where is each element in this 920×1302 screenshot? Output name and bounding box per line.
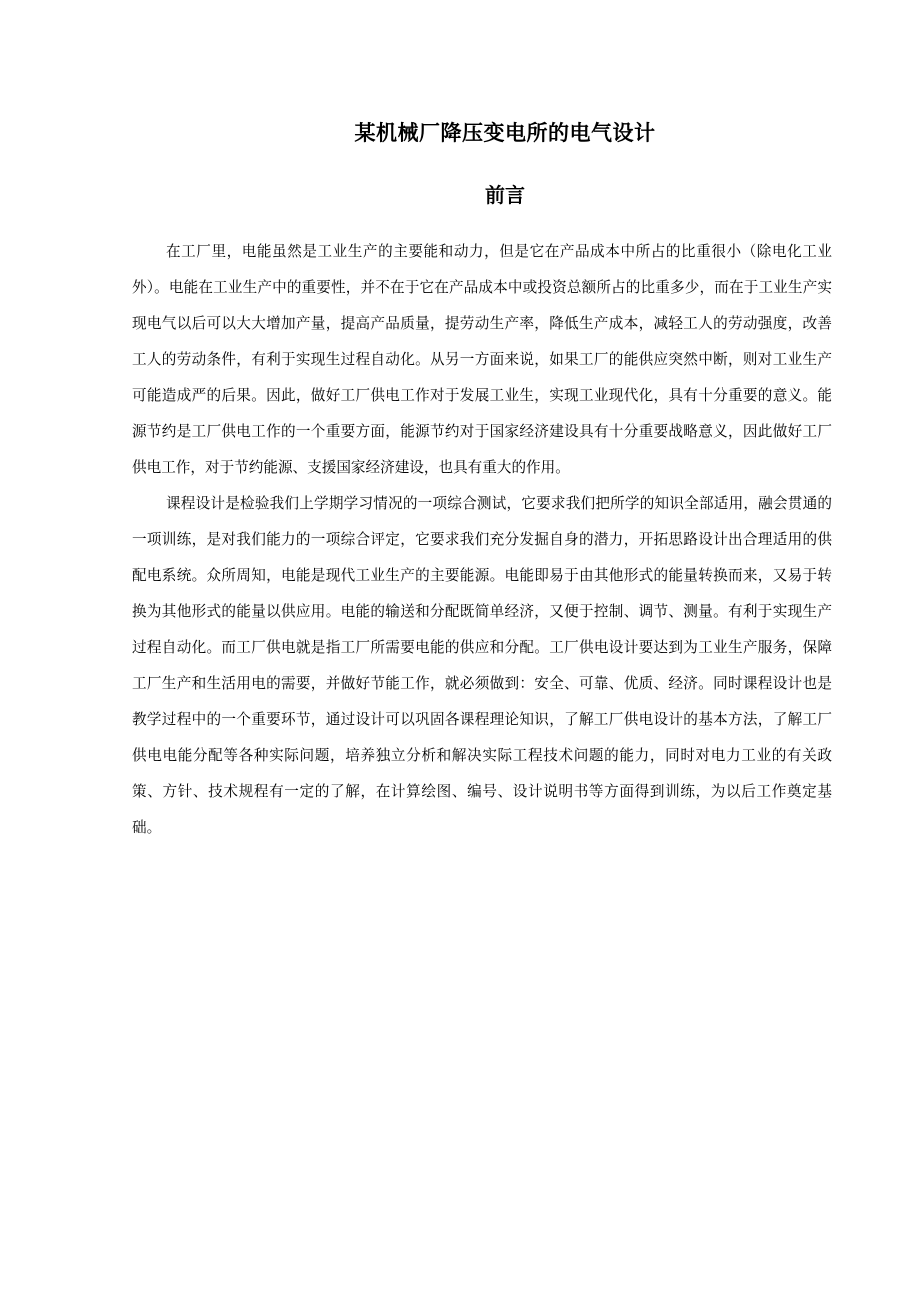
- paragraph-2: 课程设计是检验我们上学期学习情况的一项综合测试，它要求我们把所学的知识全部适用，融会贯通的一项训练，是对我们能力的一项综合评定，它要求我们充分发掘自身的潜力，开拓思路设计出合理适用的供配电系统。众所周知，电能是现代工业生产的主要能源。电能即易于由其他形式的能量转换而来，又易于转换为其他形式的能量以供应用。电能的输送和分配既简单经济，又便于控制、调节、测量。有利于实现生产过程自动化。而工厂供电就是指工厂所需要电能的供应和分配。工厂供电设计要达到为工业生产服务，保障工厂生产和生活用电的需要，并做好节能工作，就必须做到：安全、可靠、优质、经济。同时课程设计也是教学过程中的一个重要环节，通过设计可以巩固各课程理论知识，了解工厂供电设计的基本方法，了解工厂供电电能分配等各种实际问题，培养独立分析和解决实际工程技术问题的能力，同时对电力工业的有关政策、方针、技术规程有一定的了解，在计算绘图、编号、设计说明书等方面得到训练，为以后工作奠定基础。: [132, 495, 832, 836]
- paragraph-1: 在工厂里，电能虽然是工业生产的主要能和动力，但是它在产品成本中所占的比重很小（除电化工业外）。电能在工业生产中的重要性，并不在于它在产品成本中或投资总额所占的比重多少，而在于工业生产实现电气以后可以大大增加产量，提高产品质量，提劳动生产率，降低生产成本，减轻工人的劳动强度，改善工人的劳动条件，有利于实现生过程自动化。从另一方面来说，如果工厂的能供应突然中断，则对工业生产可能造成严的后果。因此，做好工厂供电工作对于发展工业生，实现工业现代化，具有十分重要的意义。能源节约是工厂供电工作的一个重要方面，能源节约对于国家经济建设具有十分重要战略意义，因此做好工厂供电工作，对于节约能源、支援国家经济建设，也具有重大的作用。: [132, 243, 832, 476]
- document-body: [132, 234, 832, 846]
- preface-heading: 前言: [485, 183, 525, 207]
- document-title: 某机械厂降压变电所的电气设计: [354, 121, 656, 145]
